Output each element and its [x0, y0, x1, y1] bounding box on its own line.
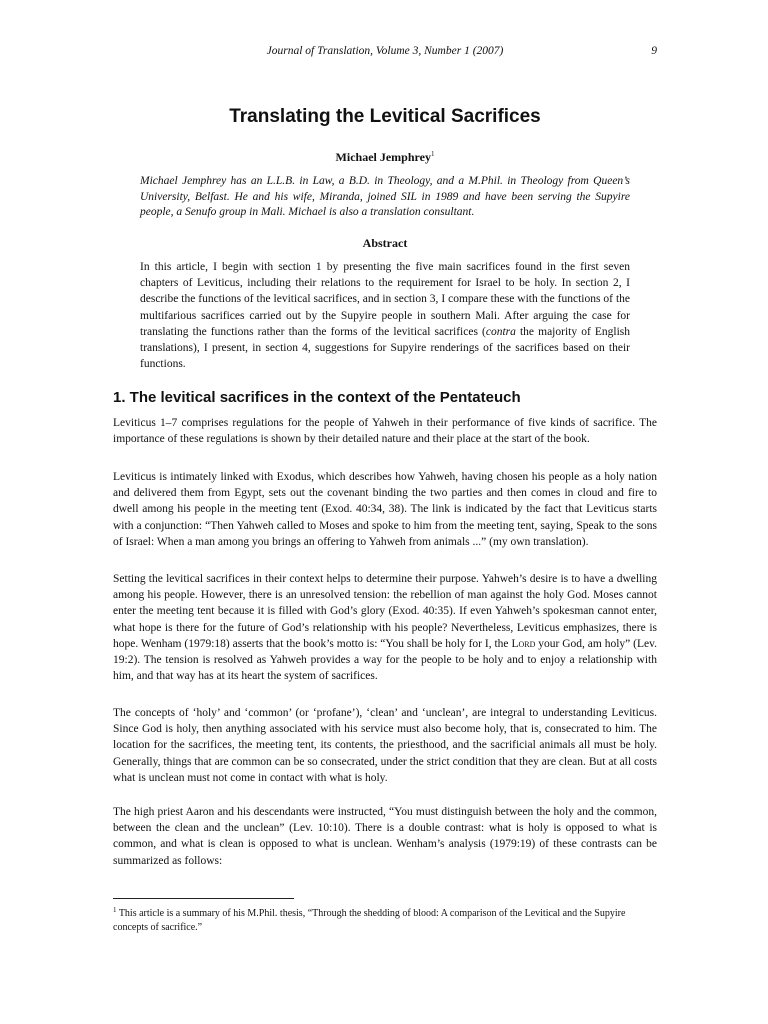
author-line: [113, 150, 657, 165]
author-name: Michael Jemphrey: [335, 150, 431, 164]
footnote-text: This article is a summary of his M.Phil. thesis, “Through the shedding of blood: A comparison of the Levitical and the Supyire concepts of sacrifice.”: [113, 908, 626, 933]
abstract-heading: Abstract: [362, 236, 408, 250]
document-page: [113, 0, 657, 1024]
section-heading: 1. The levitical sacrifices in the context of the Pentateuch: [113, 389, 521, 406]
footnote-separator: [113, 898, 294, 899]
page-number: 9: [651, 45, 657, 57]
footnote-mark: 1: [113, 906, 117, 914]
footnote: [113, 903, 653, 935]
article-title: Translating the Levitical Sacrifices: [229, 106, 541, 127]
paragraph-3-part1: Setting the levitical sacrifices in their context helps to determine their purpose. Yahweh’s desire is to have a dwelling among his people. However, there is an unresolved tension: the rebellion of man against the holy God. Moses cannot enter the meeting tent because it is filled with God’s glory (Exod. 40:35). If even Yahweh’s spokesman cannot enter, what hope is there for the future of God’s relationship with his people? Nevertheless, Leviticus emphasizes, there is hope. Wenham (1979:18) asserts that the book’s motto is: “You shall be holy for I, the: [113, 573, 657, 650]
paragraph-3-part2: your God, am holy” (Lev. 19:2). The tension is resolved as Yahweh provides a way for the people to be holy and to enjoy a relationship with him, and that way has at its heart the system of sacrifices.: [113, 637, 657, 683]
paragraph-2: Leviticus is intimately linked with Exodus, which describes how Yahweh, having chosen his people as a holy nation and delivered them from Egypt, sets out the covenant binding the two parties and then comes in cloud and fire to dwell among his people in the meeting tent (Exod. 40:34, 38). The link is indicated by the fact that Leviticus starts with a conjunction: “Then Yahweh called to Moses and spoke to him from the meeting tent, saying, Speak to the sons of Israel: When a man among you brings an offering to Yahweh from animals ...” (my own translation).: [113, 471, 657, 548]
lord-smallcaps: Lord: [511, 637, 536, 650]
author-bio: Michael Jemphrey has an L.L.B. in Law, a B.D. in Theology, and a M.Phil. in Theology from Queen’s University, Belfast. He and his wife, Miranda, joined SIL in 1989 and have been serving the Supyire people, a Senufo group in Mali. Michael is also a translation consultant.: [140, 175, 630, 218]
paragraph-4: The concepts of ‘holy’ and ‘common’ (or ‘profane’), ‘clean’ and ‘unclean’, are integral to understanding Leviticus. Since God is holy, then anything associated with his service must also become holy, that is, consecrated to him. The location for the sacrifices, the meeting tent, its contents, the priesthood, and the sacrificial animals all must be holy. Generally, things that are common can be so consecrated, under the strict condition that they are clean. But at all costs what is unclean must not come in contact with what is holy.: [113, 707, 657, 784]
journal-citation: Journal of Translation, Volume 3, Number 1 (2007): [266, 45, 504, 57]
running-head: [113, 45, 657, 61]
abstract-text-part1: In this article, I begin with section 1 by presenting the five main sacrifices found in the first seven chapters of Leviticus, including their relations to the requirement for Israel to be holy. In section 2, I describe the functions of the levitical sacrifices, and in section 3, I compare these with the functions of the multifarious sacrifices carried out by the Supyire people in southern Mali. After arguing the case for translating the functions rather than the forms of the levitical sacrifices (: [140, 261, 630, 338]
abstract-text-part2: the majority of English translations), I present, in section 4, suggestions for Supyire renderings of the sacrifices based on their functions.: [140, 325, 631, 371]
paragraph-3: [113, 571, 657, 684]
author-footnote-mark[interactable]: 1: [430, 150, 435, 158]
paragraph-5: The high priest Aaron and his descendants were instructed, “You must distinguish between the holy and the common, between the clean and the unclean” (Lev. 10:10). There is a double contrast: what is holy is opposed to what is common, and what is clean is opposed to what is unclean. Wenham’s analysis (1979:19) of these contrasts can be summarized as follows:: [113, 806, 657, 867]
abstract-text: [140, 259, 630, 372]
paragraph-1: Leviticus 1–7 comprises regulations for the people of Yahweh in their performance of five kinds of sacrifice. The importance of these regulations is shown by their detailed nature and their place at the start of the book.: [113, 417, 657, 446]
abstract-italic-word: contra: [485, 325, 516, 338]
